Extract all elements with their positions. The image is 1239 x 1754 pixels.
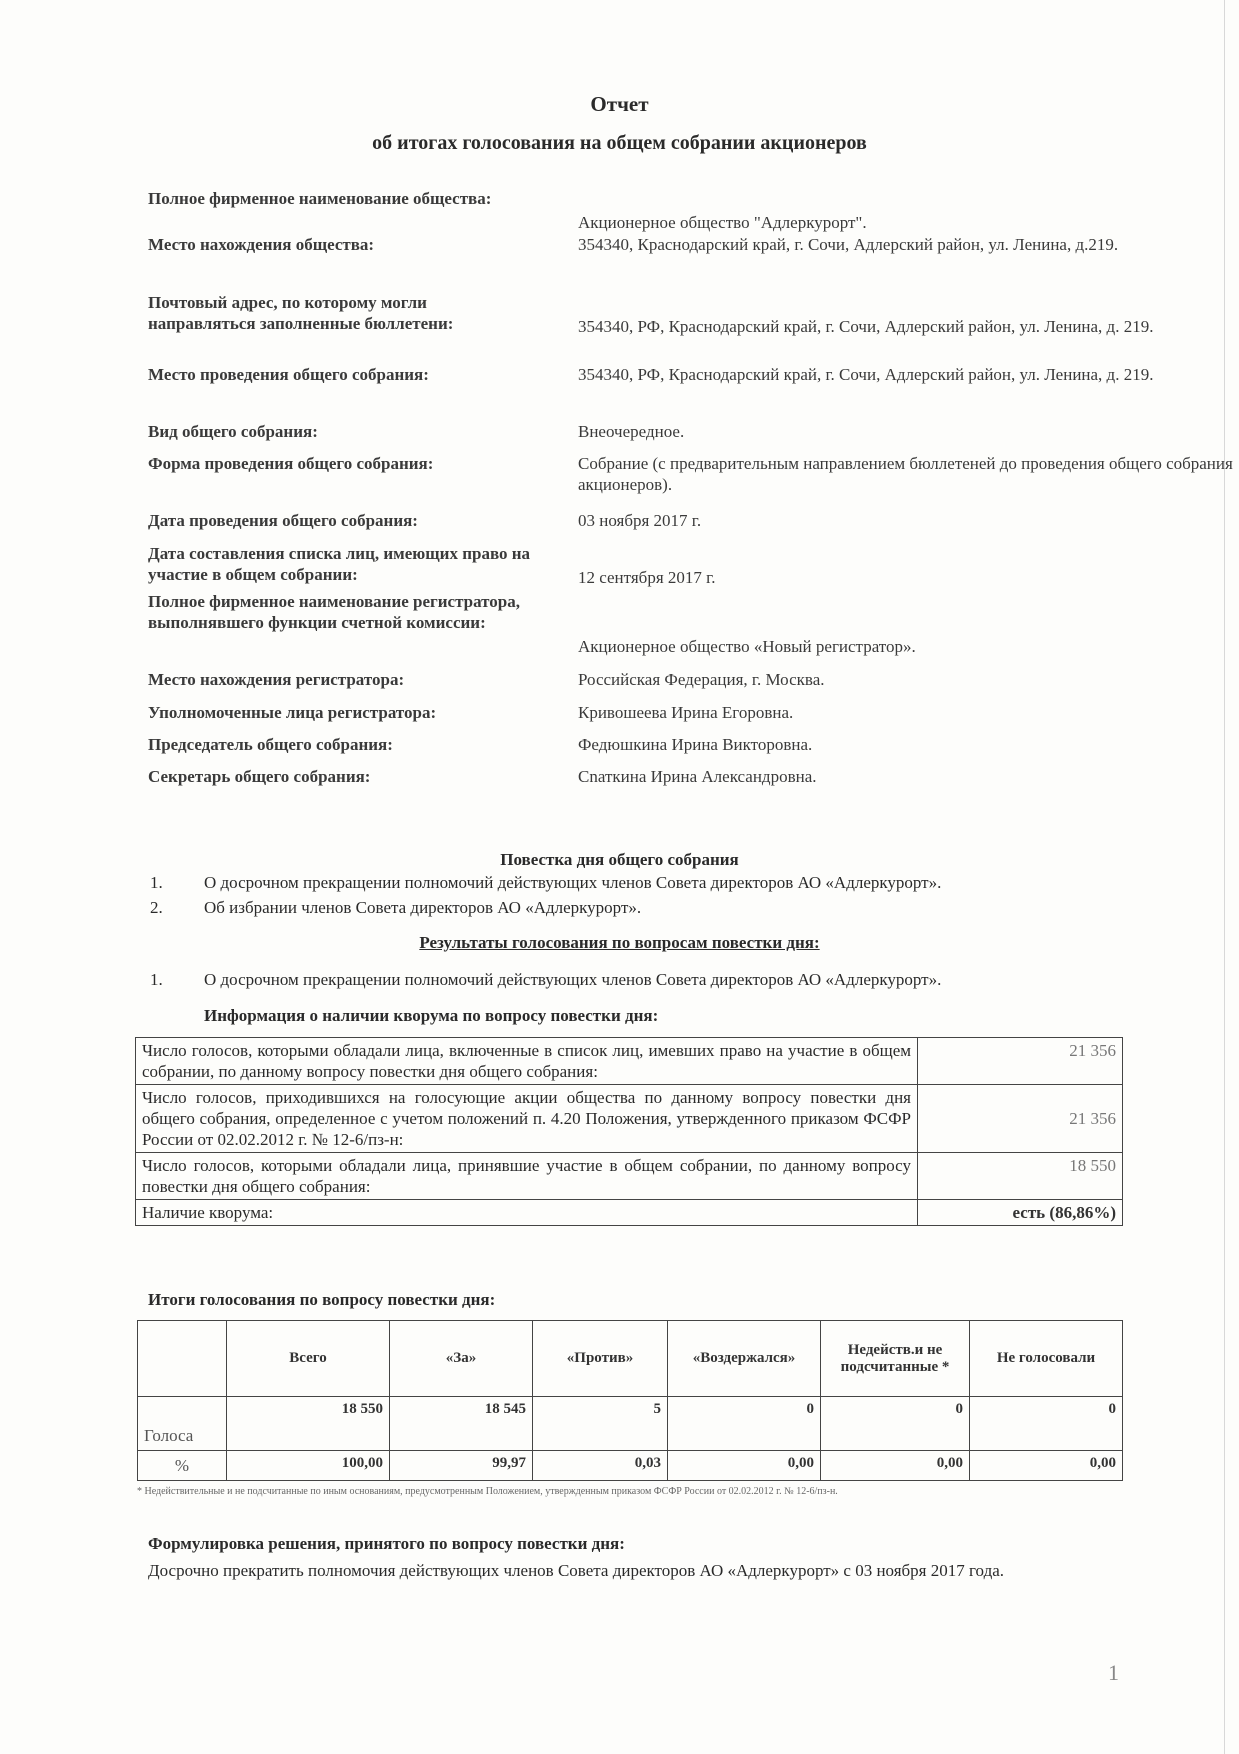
row-label: %	[138, 1451, 227, 1481]
info-label: Уполномоченные лица регистратора:	[148, 703, 437, 722]
agenda-item-number: 2.	[150, 898, 163, 917]
column-header: «Воздержался»	[668, 1321, 821, 1397]
info-label: Вид общего собрания:	[148, 422, 318, 441]
quorum-title: Информация о наличии кворума по вопросу повестки дня:	[204, 1006, 659, 1025]
row-label: Голоса	[138, 1397, 227, 1451]
info-value: 354340, РФ, Краснодарский край, г. Сочи, Адлерский район, ул. Ленина, д. 219.	[578, 317, 1154, 336]
vote-cell: 0	[821, 1397, 970, 1451]
vote-cell: 0	[970, 1397, 1123, 1451]
info-value: 354340, РФ, Краснодарский край, г. Сочи, Адлерский район, ул. Ленина, д. 219.	[578, 365, 1154, 384]
vote-cell: 18 545	[390, 1397, 533, 1451]
table-row	[138, 1451, 1123, 1481]
column-header: Недейств.и не подсчитанные *	[821, 1321, 970, 1397]
info-label: Форма проведения общего собрания:	[148, 454, 434, 473]
info-value: Собрание (с предварительным направлением бюллетеней до проведения общего собрания акционеров).	[578, 454, 1233, 494]
percent-cell: 99,97	[390, 1451, 533, 1481]
decision-title: Формулировка решения, принятого по вопросу повестки дня:	[148, 1534, 625, 1553]
percent-cell: 100,00	[227, 1451, 390, 1481]
question-number: 1.	[150, 970, 163, 989]
info-label: Почтовый адрес, по которому могли направляться заполненные бюллетени:	[148, 293, 454, 333]
percent-cell: 0,00	[970, 1451, 1123, 1481]
info-label: Место нахождения общества:	[148, 235, 375, 254]
footnote: * Недействительные и не подсчитанные по иным основаниям, предусмотренным Положением, утвержденным приказом ФСФР России от 02.02.2012 г. № 12-6/пз-н.	[137, 1486, 838, 1497]
report-subtitle: об итогах голосования на общем собрании акционеров	[372, 132, 867, 154]
table-row	[136, 1153, 1123, 1200]
votes-title: Итоги голосования по вопросу повестки дня:	[148, 1290, 496, 1309]
info-label: Дата составления списка лиц, имеющих право на участие в общем собрании:	[148, 544, 531, 584]
column-header: «За»	[390, 1321, 533, 1397]
quorum-presence-value: есть (86,86%)	[918, 1200, 1123, 1226]
table-row	[136, 1200, 1123, 1226]
agenda-item-text: Об избрании членов Совета директоров АО «Адлеркурорт».	[204, 898, 642, 917]
quorum-presence-label: Наличие кворума:	[136, 1200, 918, 1226]
info-label: Полное фирменное наименование регистратора, выполнявшего функции счетной комиссии:	[148, 592, 521, 632]
info-value: Кривошеева Ирина Егоровна.	[578, 703, 794, 722]
quorum-desc: Число голосов, которыми обладали лица, включенные в список лиц, имевших право на участие в общем собрании, по данному вопросу повестки дня общего собрания:	[136, 1038, 918, 1085]
table-row	[138, 1397, 1123, 1451]
info-value: Российская Федерация, г. Москва.	[578, 670, 825, 689]
vote-cell: 18 550	[227, 1397, 390, 1451]
info-value: Внеочередное.	[578, 422, 685, 441]
table-row	[136, 1085, 1123, 1153]
results-title-text: Результаты голосования по вопросам повестки дня:	[419, 933, 820, 952]
percent-cell: 0,00	[821, 1451, 970, 1481]
info-value: Акционерное общество "Адлеркурорт".	[578, 213, 867, 232]
info-value: Акционерное общество «Новый регистратор».	[578, 637, 916, 656]
column-header: «Против»	[533, 1321, 668, 1397]
agenda-title: Повестка дня общего собрания	[500, 850, 739, 869]
quorum-value: 21 356	[918, 1085, 1123, 1153]
vote-cell: 5	[533, 1397, 668, 1451]
percent-cell: 0,03	[533, 1451, 668, 1481]
quorum-desc: Число голосов, приходившихся на голосующие акции общества по данному вопросу повестки дня общего собрания, определенное с учетом положений п. 4.20 Положения, утвержденного приказом ФСФР России от 02.02.2012 г. № 12-6/пз-н:	[136, 1085, 918, 1153]
info-label: Дата проведения общего собрания:	[148, 511, 418, 530]
quorum-value: 21 356	[918, 1038, 1123, 1085]
info-label: Секретарь общего собрания:	[148, 767, 371, 786]
vote-cell: 0	[668, 1397, 821, 1451]
report-title: Отчет	[590, 92, 649, 116]
info-value: 03 ноября 2017 г.	[578, 511, 702, 530]
decision-text: Досрочно прекратить полномочия действующих членов Совета директоров АО «Адлеркурорт» с 03 ноября 2017 года.	[148, 1561, 1005, 1580]
info-label: Полное фирменное наименование общества:	[148, 189, 492, 208]
scan-edge-line	[1224, 0, 1225, 1754]
info-value: 354340, Краснодарский край, г. Сочи, Адлерский район, ул. Ленина, д.219.	[578, 235, 1119, 254]
agenda-item-text: О досрочном прекращении полномочий действующих членов Совета директоров АО «Адлеркурорт».	[204, 873, 942, 892]
quorum-table	[135, 1037, 1123, 1226]
quorum-value: 18 550	[918, 1153, 1123, 1200]
corner-cell	[138, 1321, 227, 1397]
results-title	[0, 933, 1239, 953]
info-label: Место нахождения регистратора:	[148, 670, 405, 689]
info-label: Председатель общего собрания:	[148, 735, 393, 754]
agenda-item-number: 1.	[150, 873, 163, 892]
info-value: 12 сентября 2017 г.	[578, 568, 716, 587]
column-header: Не голосовали	[970, 1321, 1123, 1397]
info-value: Сnаткина Ирина Александровна.	[578, 767, 817, 786]
table-row	[136, 1038, 1123, 1085]
quorum-desc: Число голосов, которыми обладали лица, принявшие участие в общем собрании, по данному вопросу повестки дня общего собрания:	[136, 1153, 918, 1200]
table-header-row	[138, 1321, 1123, 1397]
votes-table	[137, 1320, 1123, 1481]
page-number: 1	[1108, 1660, 1119, 1685]
column-header: Всего	[227, 1321, 390, 1397]
info-label: Место проведения общего собрания:	[148, 365, 429, 384]
info-value: Федюшкина Ирина Викторовна.	[578, 735, 813, 754]
question-text: О досрочном прекращении полномочий действующих членов Совета директоров АО «Адлеркурорт».	[204, 970, 942, 989]
percent-cell: 0,00	[668, 1451, 821, 1481]
